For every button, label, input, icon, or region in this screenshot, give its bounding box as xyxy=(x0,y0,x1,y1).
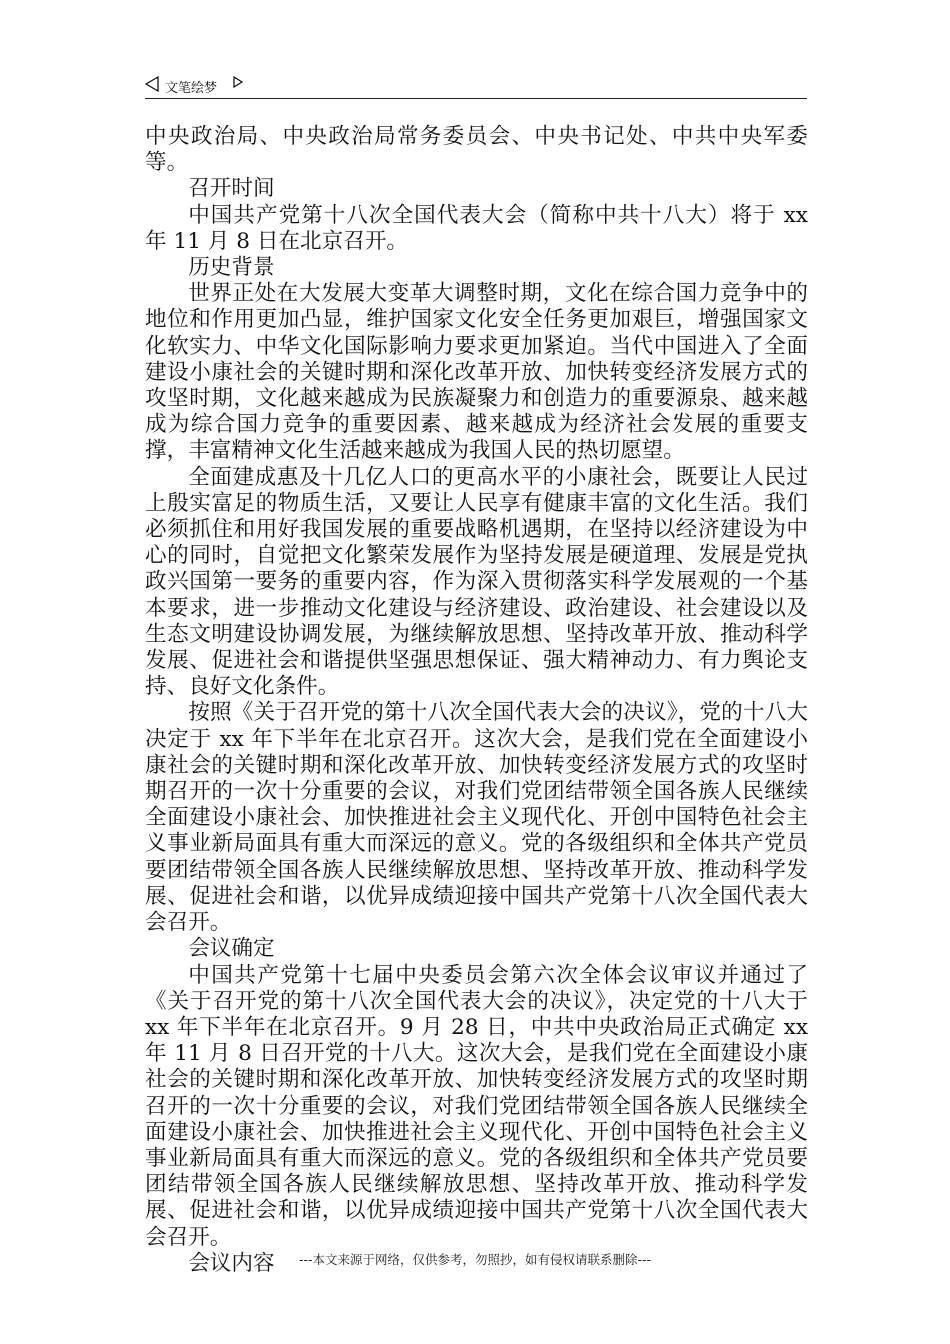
left-triangle-icon xyxy=(145,76,159,96)
section-heading: 历史背景 xyxy=(188,255,275,281)
section-heading: 会议内容 xyxy=(188,1250,275,1276)
section-heading: 会议确定 xyxy=(188,936,275,962)
right-triangle-icon xyxy=(233,76,243,92)
document-body xyxy=(145,124,808,1277)
page-footer-disclaimer: ---本文来源于网络，仅供参考，勿照抄，如有侵权请联系删除--- xyxy=(298,1252,652,1267)
header-title: 文笔绘梦 xyxy=(165,81,218,96)
page-header xyxy=(145,74,807,99)
paragraph: 全面建成惠及十几亿人口的更高水平的小康社会，既要让人民过上殷实富足的物质生活，又要让人民享有健康丰富的文化生活。我们必须抓住和用好我国发展的重要战略机遇期，在坚持以经济建设为中心的同时，自觉把文化繁荣发展作为坚持发展是硬道理、发展是党执政兴国第一要务的重要内容，作为深入贯彻落实科学发展观的一个基本要求，进一步推动文化建设与经济建设、政治建设、社会建设以及生态文明建设协调发展，为继续解放思想、坚持改革开放、推动科学发展、促进社会和谐提供坚强思想保证、强大精神动力、有力舆论支持、良好文化条件。 xyxy=(145,464,808,700)
paragraph: 按照《关于召开党的第十八次全国代表大会的决议》，党的十八大决定于 xx 年下半年在北京召开。这次大会，是我们党在全面建设小康社会的关键时期和深化改革开放、加快转变经济发展方式的攻坚时期召开的一次十分重要的会议，对我们党团结带领全国各族人民继续全面建设小康社会、加快推进社会主义现代化、开创中国特色社会主义事业新局面具有重大而深远的意义。党的各级组织和全体共产党员要团结带领全国各族人民继续解放思想、坚持改革开放、推动科学发展、促进社会和谐，以优异成绩迎接中国共产党第十八次全国代表大会召开。 xyxy=(145,700,808,936)
paragraph: 中国共产党第十七届中央委员会第六次全体会议审议并通过了《关于召开党的第十八次全国代表大会的决议》，决定党的十八大于 xx 年下半年在北京召开。9 月 28 日，中共中央政治局正式确定 xx 年 11 月 8 日召开党的十八大。这次大会，是我们党在全面建设小康社会的关键时期和深化改革开放、加快转变经济发展方式的攻坚时期召开的一次十分重要的会议，对我们党团结带领全国各族人民继续全面建设小康社会、加快推进社会主义现代化、开创中国特色社会主义事业新局面具有重大而深远的意义。党的各级组织和全体共产党员要团结带领全国各族人民继续解放思想、坚持改革开放、推动科学发展、促进社会和谐，以优异成绩迎接中国共产党第十八次全国代表大会召开。 xyxy=(145,962,808,1250)
section-heading: 召开时间 xyxy=(188,176,275,202)
paragraph: 世界正处在大发展大变革大调整时期，文化在综合国力竞争中的地位和作用更加凸显，维护国家文化安全任务更加艰巨，增强国家文化软实力、中华文化国际影响力要求更加紧迫。当代中国进入了全面建设小康社会的关键时期和深化改革开放、加快转变经济发展方式的攻坚时期，文化越来越成为民族凝聚力和创造力的重要源泉、越来越成为综合国力竞争的重要因素、越来越成为经济社会发展的重要支撑，丰富精神文化生活越来越成为我国人民的热切愿望。 xyxy=(145,281,808,464)
paragraph: 中央政治局、中央政治局常务委员会、中央书记处、中共中央军委等。 xyxy=(145,124,808,176)
paragraph: 中国共产党第十八次全国代表大会（简称中共十八大）将于 xx 年 11 月 8 日在北京召开。 xyxy=(145,202,808,254)
